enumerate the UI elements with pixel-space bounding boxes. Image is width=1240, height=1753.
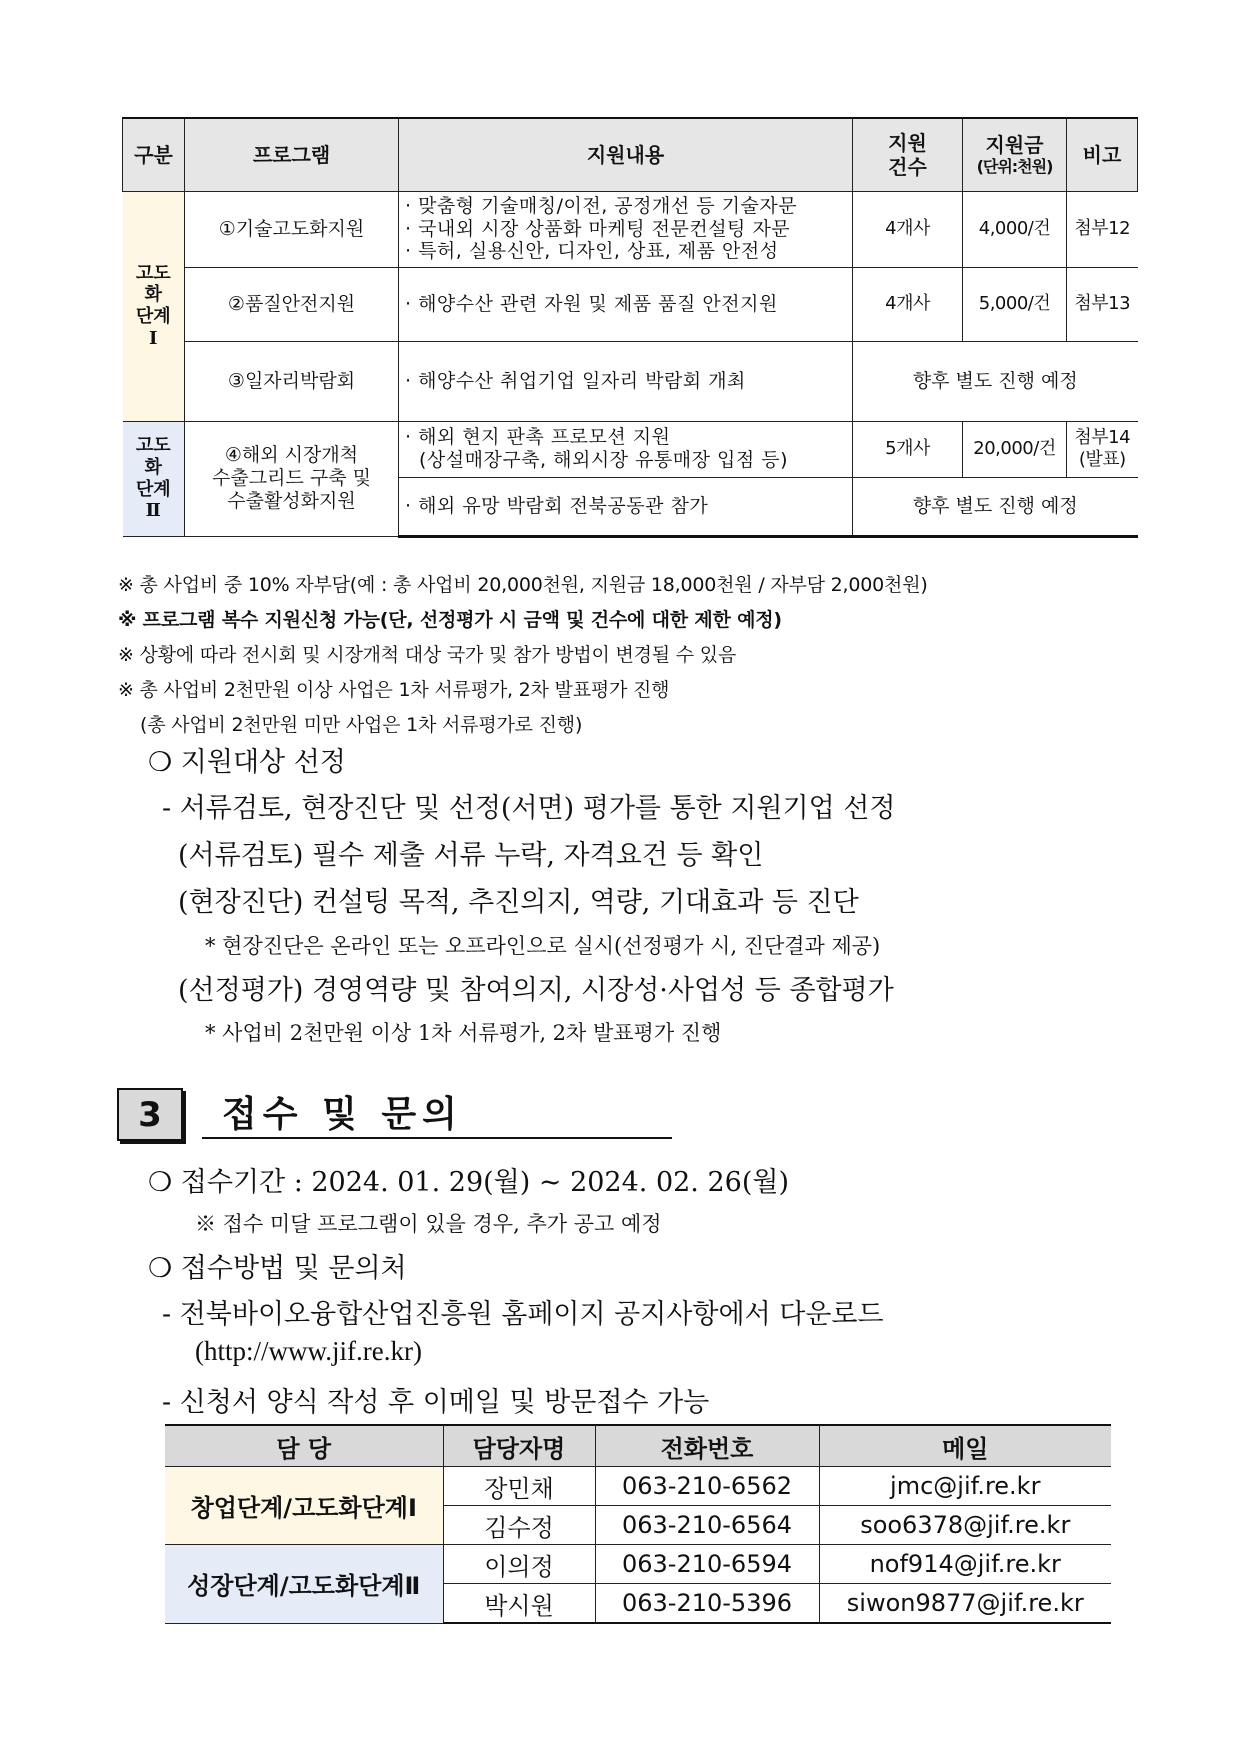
contact-name: 이의정: [443, 1545, 595, 1584]
header-count-line2: 건수: [888, 154, 927, 179]
note-line: ※ 프로그램 복수 지원신청 가능(단, 선정평가 시 금액 및 건수에 대한 제한 예정): [118, 609, 782, 631]
contact-header-phone: 전화번호: [595, 1425, 819, 1467]
contact-phone: 063-210-6564: [595, 1506, 819, 1545]
header-amount-line1: 지원금: [985, 133, 1044, 158]
program-content: [399, 477, 853, 536]
selection-subnote: * 현장진단은 온라인 또는 오프라인으로 실시(선정평가 시, 진단결과 제공): [205, 934, 881, 958]
selection-line: (선정평가) 경영역량 및 참여의지, 시장성·사업성 등 종합평가: [178, 975, 894, 1006]
contact-name: 김수정: [443, 1506, 595, 1545]
contact-phone: 063-210-6562: [595, 1467, 819, 1506]
stage1-label-line: 단계: [135, 306, 171, 327]
table-row: [123, 421, 1138, 477]
method-heading: ❍ 접수방법 및 문의처: [148, 1253, 407, 1284]
support-count: 4개사: [853, 267, 963, 341]
support-amount: 4,000/건: [963, 191, 1067, 267]
program-content: [399, 341, 853, 421]
header-amount: [963, 118, 1067, 191]
contact-header-role: 담 당: [165, 1425, 443, 1467]
section-title: 접수 및 문의: [222, 1094, 463, 1135]
contact-role: 창업단계/고도화단계Ⅰ: [165, 1467, 443, 1545]
table-row: [123, 191, 1138, 267]
content-line: · 특허, 실용신안, 디자인, 상표, 제품 안전성: [405, 240, 779, 263]
contact-header-email: 메일: [819, 1425, 1111, 1467]
selection-heading: ❍ 지원대상 선정: [148, 747, 346, 778]
homepage-link[interactable]: (http://www.jif.re.kr): [195, 1336, 422, 1366]
header-count-line1: 지원: [888, 130, 927, 155]
support-amount: 20,000/건: [963, 421, 1067, 477]
stage2-label-line: 고도화: [135, 435, 171, 478]
table-row: [123, 267, 1138, 341]
header-program: 프로그램: [185, 118, 399, 191]
note-line: ※ 총 사업비 2천만원 이상 사업은 1차 서류평가, 2차 발표평가 진행: [118, 679, 670, 701]
support-count: 4개사: [853, 191, 963, 267]
contact-name: 박시원: [443, 1584, 595, 1624]
merged-note: 향후 별도 진행 예정: [853, 477, 1138, 536]
stage2-label-line: 단계: [135, 478, 171, 500]
content-line: · 해양수산 관련 자원 및 제품 품질 안전지원: [405, 292, 778, 315]
stage2-label: [123, 421, 185, 536]
stage2-label-line: Ⅱ: [145, 500, 161, 522]
note-line: (총 사업비 2천만원 미만 사업은 1차 서류평가로 진행): [140, 714, 583, 736]
program-table: [122, 117, 1138, 538]
merged-note: 향후 별도 진행 예정: [853, 341, 1138, 421]
contact-role: 성장단계/고도화단계Ⅱ: [165, 1545, 443, 1624]
contact-email[interactable]: siwon9877@jif.re.kr: [819, 1584, 1111, 1624]
content-line: · 국내외 시장 상품화 마케팅 전문컨설팅 자문: [405, 217, 791, 240]
table-row: [165, 1467, 1111, 1506]
stage1-label-line: Ⅰ: [149, 327, 158, 349]
contact-phone: 063-210-6594: [595, 1545, 819, 1584]
header-count: [853, 118, 963, 191]
note-line: ※ 총 사업비 중 10% 자부담(예 : 총 사업비 20,000천원, 지원금 18,000천원 / 자부담 2,000천원): [118, 574, 928, 596]
notes-block: [118, 568, 928, 743]
selection-subnote: * 사업비 2천만원 이상 1차 서류평가, 2차 발표평가 진행: [205, 1021, 722, 1045]
header-amount-unit: (단위:천원): [976, 157, 1053, 177]
program-name-line: 수출활성화지원: [227, 489, 356, 512]
program-content: [399, 191, 853, 267]
note-line: ※ 상황에 따라 전시회 및 시장개척 대상 국가 및 참가 방법이 변경될 수 있음: [118, 644, 737, 666]
contact-name: 장민채: [443, 1467, 595, 1506]
program-name-line: ④해외 시장개척: [224, 444, 359, 467]
method-line: - 전북바이오융합산업진흥원 홈페이지 공지사항에서 다운로드: [162, 1299, 884, 1330]
remarks: 첨부12: [1067, 191, 1138, 267]
contact-phone: 063-210-5396: [595, 1584, 819, 1624]
stage1-label: [123, 191, 185, 421]
section-underline: [202, 1137, 672, 1139]
remarks-line: (발표): [1078, 449, 1126, 470]
content-line: · 해외 유망 박람회 전북공동관 참가: [405, 494, 709, 517]
program-name: ③일자리박람회: [185, 341, 399, 421]
content-line: · 맞춤형 기술매칭/이전, 공정개선 등 기술자문: [405, 194, 798, 217]
selection-line: (서류검토) 필수 제출 서류 누락, 자격요건 등 확인: [178, 840, 764, 871]
stage1-label-line: 고도화: [135, 262, 171, 306]
remarks-line: 첨부14: [1074, 427, 1131, 449]
table-row: [165, 1545, 1111, 1584]
table-row: [123, 341, 1138, 421]
program-name-line: 수출그리드 구축 및: [212, 467, 371, 490]
header-content: 지원내용: [399, 118, 853, 191]
program-name: ①기술고도화지원: [185, 191, 399, 267]
contact-email[interactable]: soo6378@jif.re.kr: [819, 1506, 1111, 1545]
selection-line: - 서류검토, 현장진단 및 선정(서면) 평가를 통한 지원기업 선정: [162, 793, 896, 824]
header-remarks: 비고: [1067, 118, 1138, 191]
support-amount: 5,000/건: [963, 267, 1067, 341]
content-line: · 해외 현지 판촉 프로모션 지원: [405, 426, 671, 449]
selection-line: (현장진단) 컨설팅 목적, 추진의지, 역량, 기대효과 등 진단: [178, 887, 859, 918]
program-content: [399, 421, 853, 477]
contact-email[interactable]: jmc@jif.re.kr: [819, 1467, 1111, 1506]
content-line: (상설매장구축, 해외시장 유통매장 입점 등): [419, 449, 789, 471]
contact-header-name: 담당자명: [443, 1425, 595, 1467]
remarks: [1067, 421, 1138, 477]
contact-table: [165, 1424, 1111, 1624]
reception-period: ❍ 접수기간 : 2024. 01. 29(월) ~ 2024. 02. 26(월): [148, 1167, 789, 1198]
section-number-box: 3: [117, 1088, 183, 1141]
content-line: · 해양수산 취업기업 일자리 박람회 개최: [405, 369, 746, 392]
program-name: ②품질안전지원: [185, 267, 399, 341]
remarks: 첨부13: [1067, 267, 1138, 341]
header-category: 구분: [123, 118, 185, 191]
reception-note: ※ 접수 미달 프로그램이 있을 경우, 추가 공고 예정: [195, 1212, 662, 1236]
program-name: [185, 421, 399, 536]
method-line: - 신청서 양식 작성 후 이메일 및 방문접수 가능: [162, 1387, 710, 1418]
contact-email[interactable]: nof914@jif.re.kr: [819, 1545, 1111, 1584]
support-count: 5개사: [853, 421, 963, 477]
program-content: [399, 267, 853, 341]
